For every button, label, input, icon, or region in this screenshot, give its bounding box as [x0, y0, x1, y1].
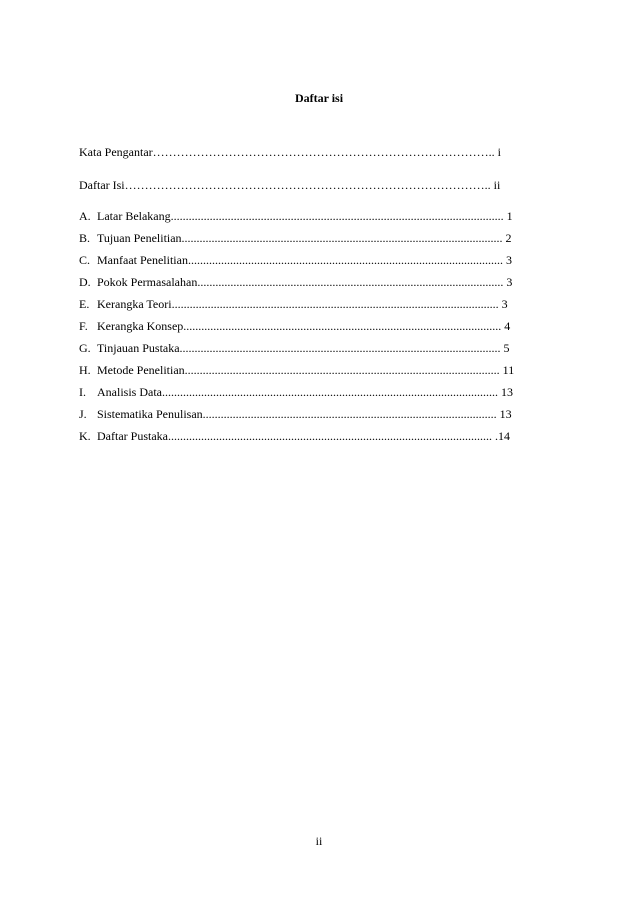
toc-entry	[79, 407, 512, 421]
toc-entry	[79, 253, 512, 267]
toc-entry-label: Metode Penelitian......................................................................................................... 11	[97, 363, 515, 377]
toc-entry-letter: J.	[79, 407, 87, 421]
toc-entry-letter: B.	[79, 231, 91, 245]
toc-entry-label: Manfaat Penelitian......................................................................................................... 3	[97, 253, 512, 267]
toc-entry-letter: F.	[79, 319, 88, 333]
toc-entry	[79, 319, 510, 333]
toc-entry-label: Pokok Permasalahan...................................................................................................... 3	[97, 275, 513, 289]
toc-entry	[79, 385, 513, 399]
toc-entry	[79, 363, 514, 377]
toc-entry-letter: G.	[79, 341, 91, 355]
toc-entry-label: Latar Belakang............................................................................................................... 1	[97, 209, 513, 223]
toc-entry-letter: E.	[79, 297, 90, 311]
toc-entry-letter: A.	[79, 209, 91, 223]
toc-entry-label: Tujuan Penelitian........................................................................................................... 2	[97, 231, 512, 245]
toc-entry-letter: H.	[79, 363, 91, 377]
toc-entry-letter: K.	[79, 429, 91, 443]
toc-entry-label: Tinjauan Pustaka........................................................................................................... 5	[97, 341, 510, 355]
toc-entry	[79, 275, 512, 289]
toc-entry-letter: D.	[79, 275, 91, 289]
toc-entry-label: Daftar Pustaka............................................................................................................ .14	[97, 429, 510, 443]
toc-entry	[79, 341, 510, 355]
toc-daftar-isi: Daftar Isi……………………………………………………………………………….. ii	[79, 178, 501, 192]
toc-entry	[79, 297, 508, 311]
page-title: Daftar isi	[294, 91, 344, 105]
toc-entry-label: Kerangka Teori............................................................................................................. 3	[97, 297, 508, 311]
toc-entry	[79, 429, 510, 443]
toc-entry-letter: I.	[79, 385, 86, 399]
toc-entry	[79, 231, 512, 245]
page-number: ii	[315, 834, 323, 848]
toc-entry	[79, 209, 513, 223]
toc-entry-label: Sistematika Penulisan.................................................................................................. 13	[97, 407, 512, 421]
toc-entry-label: Analisis Data................................................................................................................ 13	[97, 385, 513, 399]
toc-kata-pengantar: Kata Pengantar………………………………………………………………………….. i	[79, 145, 501, 159]
toc-entry-label: Kerangka Konsep.......................................................................................................... 4	[97, 319, 511, 333]
toc-entry-letter: C.	[79, 253, 91, 267]
